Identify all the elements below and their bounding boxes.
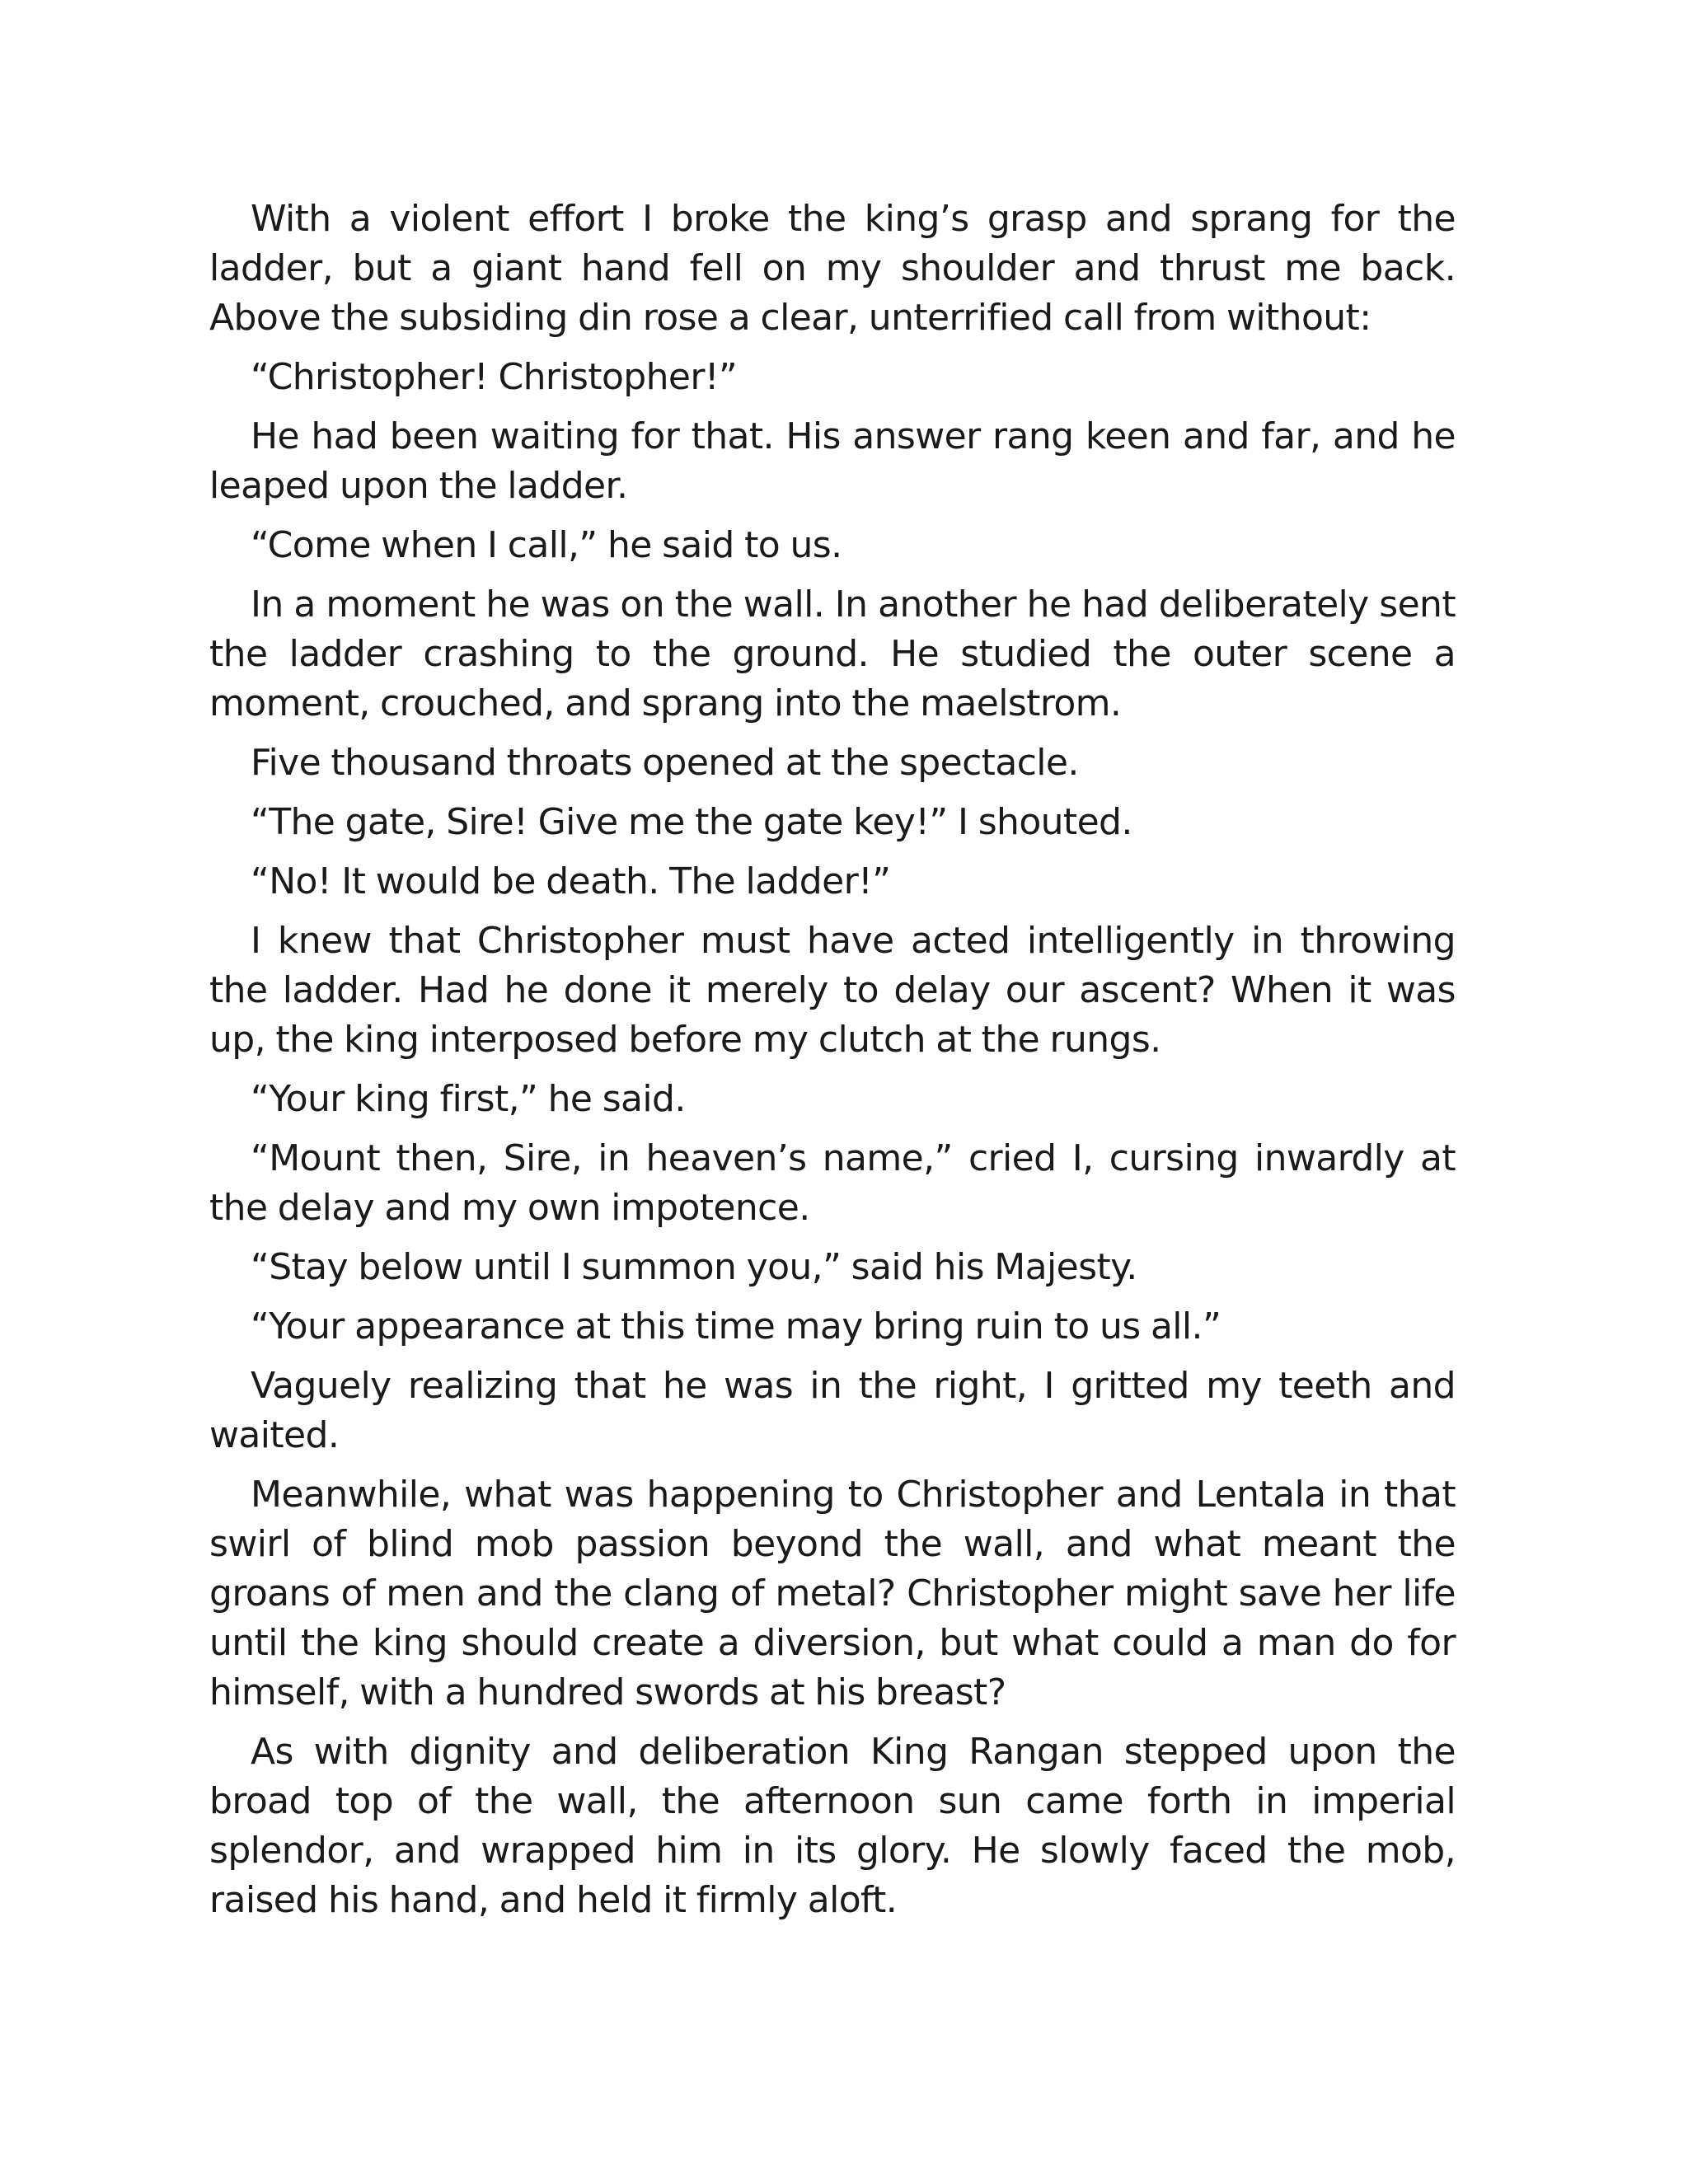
- paragraph-10: “Your king first,” he said.: [251, 1078, 686, 1120]
- paragraph-16: As with dignity and deliberation King Rangan stepped upon the broad top of the wall, the afternoon sun came forth in imperial splendor, and wrapped him in its glory. He slowly faced the mob, raised his hand, and held it firmly aloft.: [209, 1731, 1456, 1921]
- paragraph-9: I knew that Christopher must have acted intelligently in throwing the ladder. Had he done it merely to delay our ascent? When it was up, the king interposed before my clutch at the rungs.: [209, 920, 1456, 1061]
- paragraph-5: In a moment he was on the wall. In another he had deliberately sent the ladder crashing to the ground. He studied the outer scene a moment, crouched, and sprang into the maelstrom.: [209, 583, 1456, 724]
- paragraph-3: He had been waiting for that. His answer rang keen and far, and he leaped upon the ladder.: [209, 415, 1456, 507]
- paragraph-7: “The gate, Sire! Give me the gate key!” I shouted.: [251, 801, 1132, 843]
- paragraph-4: “Come when I call,” he said to us.: [251, 524, 842, 566]
- paragraph-14: Vaguely realizing that he was in the right, I gritted my teeth and waited.: [209, 1365, 1456, 1456]
- paragraph-6: Five thousand throats opened at the spectacle.: [251, 742, 1079, 784]
- paragraph-11: “Mount then, Sire, in heaven’s name,” cried I, cursing inwardly at the delay and my own impotence.: [209, 1137, 1456, 1229]
- paragraph-1: With a violent effort I broke the king’s grasp and sprang for the ladder, but a giant hand fell on my shoulder and thrust me back. Above the subsiding din rose a clear, unterrified call from without:: [209, 198, 1456, 339]
- paragraph-15: Meanwhile, what was happening to Christopher and Lentala in that swirl of blind mob passion beyond the wall, and what meant the groans of men and the clang of metal? Christopher might save her life until the king should create a diversion, but what could a man do for himself, with a hundred swords at his breast?: [209, 1474, 1456, 1713]
- paragraph-8: “No! It would be death. The ladder!”: [251, 860, 891, 902]
- paragraph-13: “Your appearance at this time may bring ruin to us all.”: [251, 1305, 1221, 1347]
- paragraph-2: “Christopher! Christopher!”: [251, 356, 738, 398]
- body-text: [209, 194, 1456, 1935]
- paragraph-12: “Stay below until I summon you,” said his Majesty.: [251, 1246, 1137, 1288]
